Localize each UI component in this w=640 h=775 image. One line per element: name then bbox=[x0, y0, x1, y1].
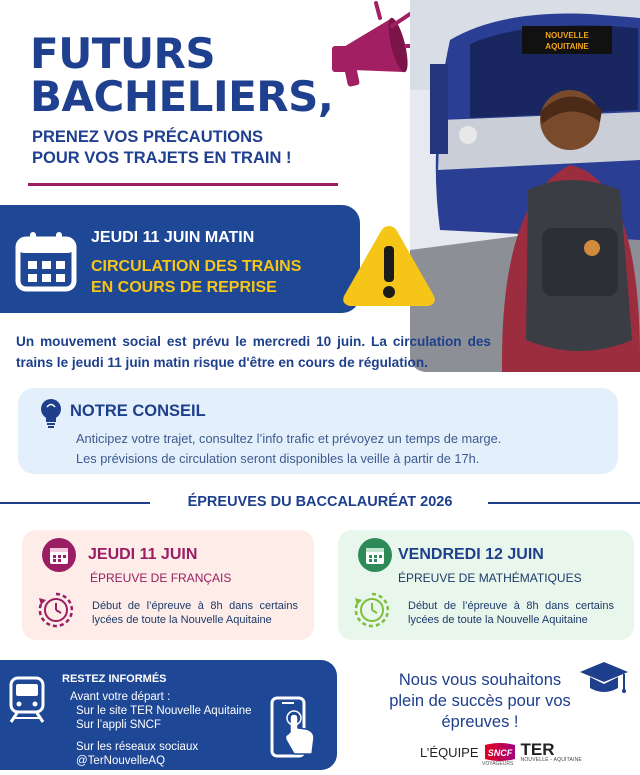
ter-logo-text: TER bbox=[520, 740, 555, 759]
warning-icon bbox=[340, 220, 438, 310]
wish-line-1: Nous vous souhaitons bbox=[398, 671, 562, 689]
sncf-logo bbox=[483, 741, 517, 763]
sncf-logo-text: SNCF bbox=[487, 748, 512, 758]
exam-card-math bbox=[338, 530, 634, 640]
wish-line-2: plein de succès pour vos bbox=[389, 692, 571, 710]
train-display-line-1: NOUVELLE bbox=[545, 31, 589, 40]
social-networks bbox=[76, 740, 198, 768]
exam-subject: ÉPREUVE DE MATHÉMATIQUES bbox=[398, 571, 582, 585]
before-departure-label: Avant votre départ : bbox=[70, 691, 171, 703]
stay-informed-box bbox=[0, 660, 337, 770]
intro-paragraph: Un mouvement social est prévu le mercredi 10 juin. La circulation des trains le jeudi 11 juin matin risque d'être en cours de régulation. bbox=[16, 334, 491, 370]
clock-icon bbox=[36, 590, 76, 630]
ter-region-text: NOUVELLE - AQUITAINE bbox=[520, 757, 582, 763]
alert-date: JEUDI 11 JUIN MATIN bbox=[91, 229, 255, 246]
social-handle-link[interactable]: @TerNouvelleAQ bbox=[76, 755, 166, 767]
subtitle-line-1: PRENEZ VOS PRÉCAUTIONS bbox=[32, 128, 264, 146]
lightbulb-icon bbox=[40, 398, 62, 428]
calendar-icon bbox=[14, 229, 78, 293]
brand-footer bbox=[420, 737, 582, 767]
calendar-icon bbox=[358, 538, 392, 572]
alert-status bbox=[91, 256, 341, 298]
train-icon bbox=[8, 676, 46, 724]
advice-line-1: Anticipez votre trajet, consultez l’info trafic et prévoyez un temps de marge. bbox=[76, 431, 502, 446]
megaphone-icon bbox=[322, 0, 422, 100]
page-title bbox=[30, 29, 334, 121]
photo-illustration bbox=[410, 0, 640, 372]
alert-status-line-1: CIRCULATION DES TRAINS bbox=[91, 258, 302, 275]
alert-banner bbox=[0, 205, 360, 313]
graduation-cap-icon bbox=[578, 658, 630, 698]
advice-line-2: Les prévisions de circulation seront disponibles la veille à partir de 17h. bbox=[76, 451, 480, 466]
title-divider bbox=[28, 183, 338, 186]
exam-card-french bbox=[22, 530, 314, 640]
section-title: ÉPREUVES DU BACCALAURÉAT 2026 bbox=[187, 494, 453, 510]
exam-day-title: JEUDI 11 JUIN bbox=[88, 546, 198, 563]
title-line-2: BACHELIERS, bbox=[30, 72, 334, 121]
team-label: L’ÉQUIPE bbox=[420, 744, 479, 760]
exam-day-title: VENDREDI 12 JUIN bbox=[398, 546, 544, 563]
exam-detail: Début de l’épreuve à 8h dans certains lycées de toute la Nouvelle Aquitaine bbox=[92, 600, 298, 626]
page-subtitle bbox=[32, 127, 291, 169]
before-departure-list bbox=[70, 690, 252, 732]
title-line-1: FUTURS bbox=[30, 29, 216, 78]
exam-detail: Début de l’épreuve à 8h dans certains lycées de toute la Nouvelle Aquitaine bbox=[408, 600, 614, 626]
advice-title: NOTRE CONSEIL bbox=[70, 402, 206, 420]
ter-website-link[interactable]: Sur le site TER Nouvelle Aquitaine bbox=[76, 705, 252, 717]
smartphone-icon bbox=[268, 696, 320, 760]
advice-body bbox=[76, 429, 501, 469]
student-train-photo bbox=[410, 0, 640, 372]
good-luck-message bbox=[360, 670, 600, 733]
train-display-line-2: AQUITAINE bbox=[545, 42, 589, 51]
exam-subject: ÉPREUVE DE FRANÇAIS bbox=[90, 571, 232, 585]
alert-status-line-2: EN COURS DE REPRISE bbox=[91, 279, 277, 296]
social-networks-label: Sur les réseaux sociaux bbox=[76, 741, 199, 753]
clock-icon bbox=[352, 590, 392, 630]
ter-logo bbox=[521, 741, 582, 763]
subtitle-line-2: POUR VOS TRAJETS EN TRAIN ! bbox=[32, 149, 292, 167]
stay-informed-title: RESTEZ INFORMÉS bbox=[62, 673, 167, 685]
voyageurs-label: VOYAGEURS bbox=[482, 761, 514, 767]
wish-line-3: épreuves ! bbox=[441, 713, 519, 731]
advice-box bbox=[18, 388, 618, 474]
sncf-app-link[interactable]: Sur l’appli SNCF bbox=[76, 719, 161, 731]
calendar-icon bbox=[42, 538, 76, 572]
